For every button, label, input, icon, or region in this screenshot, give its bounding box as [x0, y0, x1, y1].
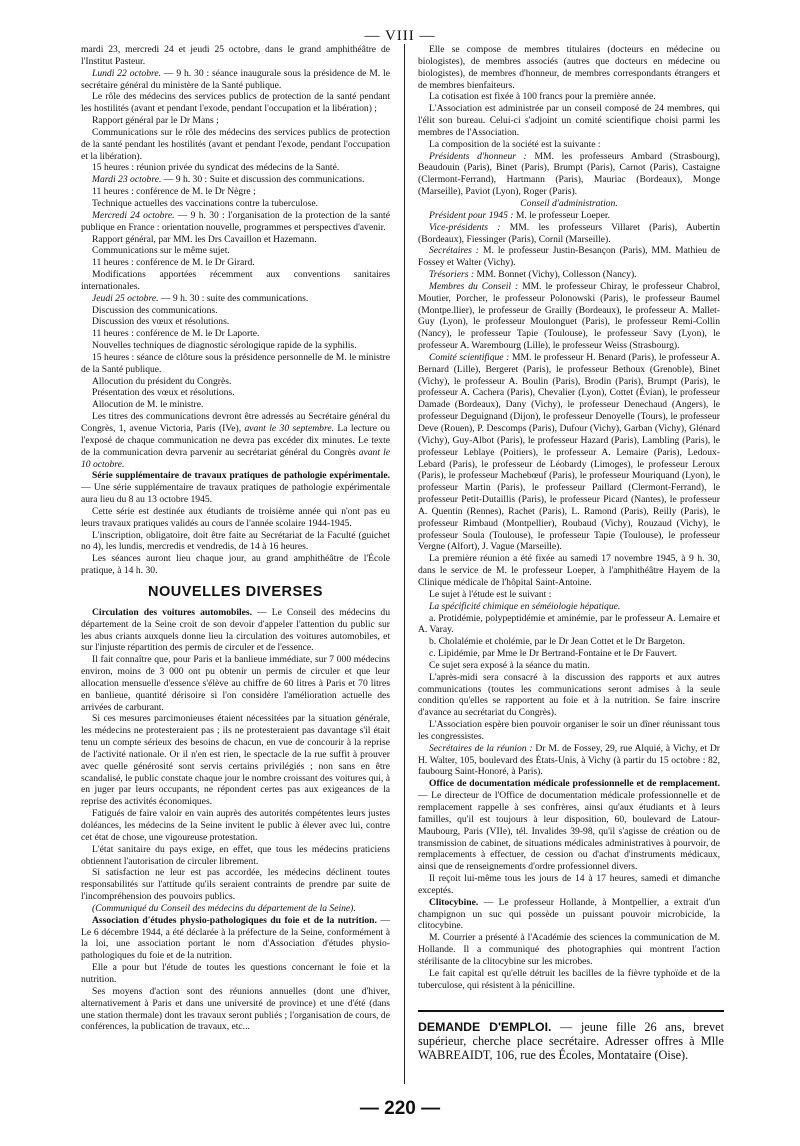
ad-text: — jeune fille 26 ans, brevet supérieur, cherche place secrétaire. Adresser offres à Mlle WABREAIDT, 106, rue des Écoles, Montataire (Oise).	[418, 1020, 724, 1062]
paragraph: L'après-midi sera consacré à la discussion des rapports et aux autres communications (toutes les communications seront admises à la seule condition qu'elles se rapportent au foie et à la nutrition. Se faire inscrire d'avance au secrétariat du Congrès).	[418, 671, 720, 719]
paragraph: Présidents d'honneur : MM. les professeurs Ambard (Strasbourg), Beaudouin (Paris), Binet (Paris), Brumpt (Paris), Carnot (Paris), Castaigne (Clermont-Ferrand), Hartmann (Paris), Mauriac (Bordeaux), Monge (Marseille), Paviot (Lyon), Roger (Paris).	[418, 150, 720, 198]
paragraph: Communications sur le même sujet.	[92, 245, 230, 257]
paragraph: Nouvelles techniques de diagnostic sérologique rapide de la syphilis.	[92, 340, 357, 352]
date-label: Mercredi 24 octobre.	[92, 209, 175, 221]
label: Membres du Conseil :	[429, 280, 519, 292]
paragraph: Cette série est destinée aux étudiants de troisième année qui n'ont pas eu leurs travaux pratiques validés au cours de l'année scolaire 1944-1945.	[81, 505, 390, 529]
paragraph: Le sujet à l'étude est le suivant :	[429, 588, 552, 600]
paragraph: Fatigués de faire valoir en vain auprès des autorités compétentes leurs justes doléances, les médecins de la Seine invitent le public à élever avec lui, contre cet état de chose, une vigoureuse protestation.	[81, 808, 390, 843]
paragraph: Président pour 1945 : M. le professeur Loeper.	[429, 209, 610, 221]
section-title: Clitocybine.	[429, 896, 479, 908]
paragraph: Clitocybine. — Le professeur Hollande, à Montpellier, a extrait d'un champignon un suc qui possède un puissant pouvoir microbicide, la clitocybine.	[418, 896, 720, 932]
label: Présidents d'honneur :	[429, 150, 527, 162]
paragraph: Rapport général par le Dr Mans ;	[92, 115, 219, 127]
paragraph: Présentation des vœux et résolutions.	[92, 387, 235, 399]
paragraph: Si ces mesures parcimonieuses étaient nécessitées par la situation générale, les médecins ne protesteraient pas ; ils ne protesteraient pas davantage s'il était tenu un compte sérieux des besoins de chacun, en vue de concourir à la reprise de l'activité nationale. Or il n'en est rien, le spectacle de la rue suffit à prouver avec quelle générosité sont servis certains privilégiés ; non sans en être scandalisé, le public constate chaque jour le nombre croissant des voitures qui, à en juger par leurs occupants, ne répondent certes pas aux exigeances de la reprise des activités économiques.	[81, 713, 390, 808]
section-title: Association d'études physio-pathologiques du foie et de la nutrition.	[92, 914, 377, 926]
paragraph: L'état sanitaire du pays exige, en effet, que tous les médecins praticiens obtiennent l'autorisation de circuler librement.	[81, 843, 390, 867]
paragraph: Discussion des communications.	[92, 304, 218, 316]
paragraph: Communications sur le rôle des médecins des services publics de protection de la santé pendant les hostilités (avant et pendant l'exode, pendant l'occupation et la libération).	[81, 126, 390, 162]
classified-ad	[418, 1010, 724, 1062]
page-number: — 220 —	[359, 1098, 441, 1119]
paragraph: Mercredi 24 octobre. — 9 h. 30 : l'organisation de la protection de la santé publique en France : orientation nouvelle, programmes et perspectives d'avenir.	[81, 209, 390, 233]
paragraph: Trésoriers : MM. Bonnet (Vichy), Collesson (Nancy).	[429, 269, 637, 281]
paragraph: Jeudi 25 octobre. — 9 h. 30 : suite des communications.	[92, 292, 309, 304]
section-title: Circulation des voitures automobiles.	[92, 606, 253, 618]
paragraph: La spécificité chimique en séméiologie hépatique.	[429, 600, 621, 612]
paragraph: b. Cholalémie et cholémie, par le Dr Jean Cottet et le Dr Bargeton.	[429, 636, 685, 648]
paragraph: Vice-présidents : MM. les professeurs Villaret (Paris), Aubertin (Bordeaux), Fiessinger (Paris), Cornil (Marseille).	[418, 221, 720, 245]
paragraph: Mardi 23 octobre. — 9 h. 30 : Suite et discussion des communications.	[92, 174, 365, 186]
paragraph: L'inscription, obligatoire, doit être faite au Secrétariat de la Faculté (guichet no 4), les lundis, mercredis et vendredis, de 14 à 16 heures.	[81, 529, 390, 553]
page-roman-numeral: — VIII —	[364, 28, 436, 44]
paragraph: (Communiqué du Conseil des médecins du département de la Seine).	[92, 902, 356, 914]
paragraph: Il fait connaître que, pour Paris et la banlieue immédiate, sur 7 000 médecins environ, moins de 3 000 ont pu obtenir un permis de circuler et que leur allocation mensuelle d'essence s'élève au chiffre de 60 litres à Paris et 70 litres en banlieue, quantité dérisoire si l'on considère l'amélioration actuelle des arrivées de carburant.	[81, 654, 390, 713]
paragraph: 15 heures : séance de clôture sous la présidence personnelle de M. le ministre de la Santé publique.	[81, 351, 390, 375]
paragraph: Secrétaires de la réunion : Dr M. de Fossey, 29, rue Alquié, à Vichy, et Dr H. Walter, 105, boulevard des États-Unis, à Vichy (à partir du 15 octobre : 82, faubourg Saint-Honoré, à Paris).	[418, 742, 720, 778]
paragraph: Lundi 22 octobre. — 9 h. 30 : séance inaugurale sous la présidence de M. le secrétaire général du ministère de la Santé publique.	[81, 67, 390, 91]
paragraph: Ce sujet sera exposé à la séance du matin.	[429, 659, 590, 671]
paragraph: Elle se compose de membres titulaires (docteurs en médecine ou biologistes), de membres associés (autres que docteurs en médecine ou biologistes), de membres d'honneur, de membres correspondants étrangers et de membres bienfaiteurs.	[418, 44, 720, 91]
paragraph: M. Courrier a présenté à l'Académie des sciences la communication de M. Hollande. Il a communiqué des photographies qui montrent l'action stérilisante de la clitocybine sur les microbes.	[418, 932, 720, 967]
left-column	[81, 44, 390, 1090]
label: Vice-présidents :	[429, 221, 501, 233]
paragraph: Modifications apportées récemment aux conventions sanitaires internationales.	[81, 269, 390, 292]
paragraph: Discussion des vœux et résolutions.	[92, 316, 230, 328]
paragraph: c. Lipidémie, par Mme le Dr Bertrand-Fontaine et le Dr Fauvert.	[429, 648, 678, 660]
subheading: Conseil d'administration.	[520, 197, 618, 209]
label: Président pour 1945 :	[429, 209, 514, 221]
paragraph: mardi 23, mercredi 24 et jeudi 25 octobre, dans le grand amphithéâtre de l'Institut Pasteur.	[81, 44, 390, 67]
paragraph: La première réunion a été fixée au samedi 17 novembre 1945, à 9 h. 30, dans le service de M. le professeur Loeper, à l'amphithéâtre Hayem de la Clinique médicale de l'hôpital Saint-Antoine.	[418, 553, 720, 588]
paragraph: Les séances auront lieu chaque jour, au grand amphithéâtre de l'École pratique, à 14 h. 30.	[81, 553, 390, 577]
paragraph: La composition de la société est la suivante :	[429, 138, 601, 150]
paragraph: Si satisfaction ne leur est pas accordée, les médecins déclinent toutes responsabilités sur l'attitude qu'ils seraient contraints de prendre par suite de l'incompréhension des pouvoirs publics.	[81, 867, 390, 903]
paragraph: Il reçoit lui-même tous les jours de 14 à 17 heures, samedi et dimanche exceptés.	[418, 873, 720, 896]
paragraph: Rapport général, par MM. les Drs Cavaillon et Hazemann.	[92, 233, 317, 245]
paragraph: Le rôle des médecins des services publics de protection de la santé pendant les hostilités (avant et pendant l'exode, pendant l'occupation et la libération) ;	[81, 91, 390, 115]
date-label: Lundi 22 octobre.	[92, 67, 162, 79]
paragraph: Membres du Conseil : MM. le professeur Chiray, le professeur Chabrol, Moutier, Porcher, le professeur Polonowski (Paris), le professeur Baumel (Montpe.llier), le professeur de Grailly (Bordeaux), le professeur A. Mallet-Guy (Lyon), le professeur Moulonguet (Paris), le professeur Remi-Collin (Nancy), le professeur Tapie (Toulouse), le professeur Savy (Lyon), le professeur A. Warembourg (Lille), le professeur Weiss (Strasbourg).	[418, 280, 720, 352]
paragraph: Le fait capital est qu'elle détruit les bacilles de la fièvre typhoïde et de la tuberculose, qui résistent à la pénicilline.	[418, 967, 720, 991]
paragraph: Les titres des communications devront être adressés au Secrétaire général du Congrès, 1, avenue Victoria, Paris (IVe), avant le 30 septembre. La lecture ou l'exposé de chaque communication ne devra pas excéder dix minutes. Le texte de la communication devra parvenir au secrétariat général du Congrès avant le 10 octobre.	[81, 411, 390, 470]
section-title: Série supplémentaire de travaux pratiques de pathologie expérimentale.	[92, 470, 390, 482]
ad-title: DEMANDE D'EMPLOI.	[418, 1020, 552, 1034]
paragraph: Technique actuelles des vaccinations contre la tuberculose.	[92, 197, 319, 209]
section-title: Office de documentation médicale professionnelle et de remplacement.	[429, 778, 720, 790]
label: Trésoriers :	[429, 269, 475, 281]
paragraph: Série supplémentaire de travaux pratiques de pathologie expérimentale. — Une série supplémentaire de travaux pratiques de pathologie expérimentale aura lieu du 8 au 13 octobre 1945.	[81, 470, 390, 506]
paragraph: Allocution du président du Congrès.	[92, 375, 232, 387]
right-column	[418, 44, 720, 1084]
paragraph: Secrétaires : M. le professeur Justin-Besançon (Paris), MM. Mathieu de Fossey et Walter (Vichy).	[418, 245, 720, 269]
paragraph: Comité scientifique : MM. le professeur H. Benard (Paris), le professeur A. Bernard (Lille), Bergeret (Paris), le professeur Bethoux (Grenoble), Binet (Vichy), le professeur A. Boulin (Paris), Brodin (Paris), Brumpt (Paris), le professeur A. Cachera (Paris), Chevalier (Lyon), Cottet (Évian), le professeur Damade (Bordeaux), Dany (Vichy), le professeur Denechaud (Angers), le professeur Deguignand (Dijon), le professeur Denoyelle (Tours), le professeur Deve (Rouen), P. Descomps (Paris), Dufour (Vichy), Garban (Vichy), Glénard (Vichy), Guy-Albot (Paris), le professeur Hazard (Paris), Lambling (Paris), le professeur Leblaye (Poitiers), le professeur A. Lemaire (Paris), Ledoux-Lebard (Paris), le professeur de Léobardy (Limoges), le professeur Leroux (Paris), le professeur Machebœuf (Paris), le professeur Mouriquand (Lyon), le professeur Martin (Paris), le professeur Paillard (Clermont-Ferrand), le professeur Petit-Dutaillis (Paris), le professeur Picard (Nantes), le professeur A. Quentin (Rennes), Rachet (Paris), L. Ramond (Paris), Reilly (Paris), le professeur Rimbaud (Montpellier), Roubaud (Vichy), Rouzaud (Vichy), le professeur Soula (Toulouse), le professeur Tapie (Toulouse), le professeur Vergne (Alfort), J. Vague (Marseille).	[418, 351, 720, 553]
section-heading: NOUVELLES DIVERSES	[148, 583, 323, 600]
paragraph: Association d'études physio-pathologiques du foie et de la nutrition. — Le 6 décembre 1944, a été déclarée à la préfecture de la Seine, conformément à la loi, une association portant le nom d'Association d'études physio-pathologiques du foie et de la nutrition.	[81, 914, 390, 962]
paragraph: 11 heures : conférence de M. le Dr Nègre ;	[92, 186, 256, 198]
label: Secrétaires :	[429, 245, 479, 257]
label: Secrétaires de la réunion :	[429, 742, 533, 754]
paragraph: Ses moyens d'action sont des réunions annuelles (dont une d'hiver, alternativement à Paris et dans une université de province) et une d'été (dans une station thermale) dont les travaux seront publiés ; l'organisation de cours, de conférences, la publication de travaux, etc...	[81, 985, 390, 1033]
paragraph: 11 heures : conférence de M. le Dr Girard.	[92, 257, 255, 269]
label: Comité scientifique :	[429, 351, 510, 363]
paragraph: a. Protidémie, polypeptidémie et aminémie, par le professeur A. Lemaire et A. Varay.	[418, 612, 720, 636]
column-divider	[404, 44, 405, 1084]
paragraph: Office de documentation médicale professionnelle et de remplacement. — Le directeur de l'Office de documentation médicale professionnelle et de remplacement rappelle à ses confrères, ainsi qu'aux étudiants et à leurs familles, qu'il est toujours à leur disposition, 60, boulevard de Latour-Maubourg, Paris (VIIe), tél. Invalides 39-98, qu'il s'agisse de création ou de transmission de cabinet, de situations médicales administratives à pourvoir, de remplacements à effectuer, de cession ou d'achat d'instruments médicaux, ainsi que de renseignements d'ordre professionnel divers.	[418, 778, 720, 873]
date-label: Mardi 23 octobre.	[92, 174, 162, 186]
paragraph: 15 heures : réunion privée du syndicat des médecins de la Santé.	[92, 162, 340, 174]
paragraph: Elle a pour but l'étude de toutes les questions concernant le foie et la nutrition.	[81, 962, 390, 985]
paragraph: Allocution de M. le ministre.	[92, 399, 204, 411]
paragraph: L'Association espère bien pouvoir organiser le soir un dîner réunissant tous les congressistes.	[418, 719, 720, 742]
paragraph: 11 heures : conférence de M. le Dr Laporte.	[92, 328, 260, 340]
paragraph: Circulation des voitures automobiles. — Le Conseil des médecins du département de la Seine croit de son devoir d'appeler l'attention du public sur les abus criants auxquels donne lieu la circulation des voitures automobiles, et sur l'injuste répartition des permis de circuler et de l'essence.	[81, 606, 390, 654]
date-label: Jeudi 25 octobre.	[92, 292, 159, 304]
paragraph: La cotisation est fixée à 100 francs pour la première année.	[429, 91, 656, 103]
paragraph: L'Association est administrée par un conseil composé de 24 membres, qui l'élit son bureau. Celui-ci s'adjoint un comité scientifique choisi parmi les membres de l'Association.	[418, 103, 720, 138]
